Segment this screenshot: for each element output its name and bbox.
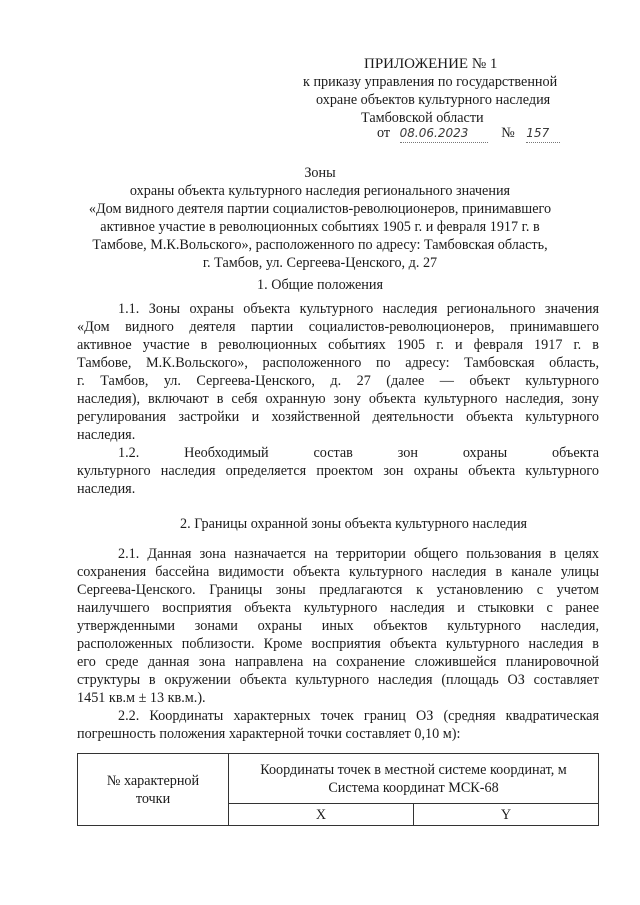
coordinates-header-line2: Система координат МСК-68 [328,779,499,796]
title-line3: «Дом видного деятеля партии социалистов-революционеров, принимавшего [88,201,552,217]
point-number-header-text: № характерной точки [106,772,200,807]
paragraph-line: культурного наследия определяется проектом зон охраны объекта культурного [77,463,599,479]
paragraph-line: наследия. [77,427,136,443]
appendix-title: ПРИЛОЖЕНИЕ № 1 [364,56,498,72]
paragraph-line: наилучшего восприятия объекта культурного наследия и стыковки с ранее [77,600,599,616]
paragraph-line: 1451 кв.м ± 13 кв.м.). [77,690,206,706]
coordinates-header [229,754,599,804]
coordinates-header-line1: Координаты точек в местной системе координат, м [260,761,567,778]
paragraph-line: его среде данная зона направлена на сохранение сложившейся планировочной [77,654,599,670]
paragraph-line: Сергеева-Ценского. Границы зоны предлагаются к установлению с учетом [77,582,599,598]
number-label: № [501,125,515,141]
paragraph-line: утвержденными зонами охраны иных объектов культурного наследия, [77,618,599,634]
paragraph-line: погрешность положения характерной точки составляет 0,10 м): [77,726,461,742]
title-line6: г. Тамбов, ул. Сергеева-Ценского, д. 27 [202,255,438,271]
paragraph-line: г. Тамбов, ул. Сергеева-Ценского, д. 27 (далее — объект культурного [77,373,599,389]
paragraph-line: структуры в окружении объекта культурного наследия (площадь ОЗ составляет [77,672,599,688]
appendix-subtitle-line1: к приказу управления по государственной [303,74,558,90]
point-number-header [78,754,229,826]
appendix-subtitle-line3: Тамбовской области [361,110,484,126]
paragraph-line: Тамбове, М.К.Вольского», расположенного по адресу: Тамбовская область, [77,355,599,371]
order-date-line [377,124,560,143]
paragraph-line: «Дом видного деятеля партии социалистов-революционеров, принимавшего [77,319,599,335]
paragraph-line: 1.2. Необходимый состав зон охраны объекта [118,445,599,461]
x-column-header: X [229,804,414,826]
paragraph-line: наследия. [77,481,136,497]
paragraph-line: 1.1. Зоны охраны объекта культурного наследия регионального значения [118,301,599,317]
handwritten-number: 157 [526,124,560,143]
paragraph-line: расположенных поблизости. Кроме восприятия объекта культурного наследия в [77,636,599,652]
paragraph-line: 2.2. Координаты характерных точек границ ОЗ (средняя квадратическая [118,708,599,724]
coordinates-table [77,753,599,826]
section2-heading: 2. Границы охранной зоны объекта культурного наследия [180,516,528,532]
handwritten-date: 08.06.2023 [400,124,488,143]
title-line5: Тамбове, М.К.Вольского», расположенного по адресу: Тамбовская область, [92,237,548,253]
paragraph-line: 2.1. Данная зона назначается на территории общего пользования в целях [118,546,599,562]
section1-heading: 1. Общие положения [257,277,383,293]
paragraph-line: сохранения бассейна видимости объекта культурного наследия в канале улицы [77,564,599,580]
from-label: от [377,125,391,141]
y-column-header: Y [414,804,599,826]
appendix-subtitle-line2: охране объектов культурного наследия [316,92,551,108]
title-line2: охраны объекта культурного наследия регионального значения [129,183,511,199]
paragraph-line: активное участие в революционных событиях 1905 г. и февраля 1917 г. в [77,337,599,353]
paragraph-line: наследия), включают в себя охранную зону объекта культурного наследия, зону [77,391,599,407]
title-line4: активное участие в революционных событиях 1905 г. и февраля 1917 г. в [100,219,540,235]
paragraph-line: регулирования застройки и хозяйственной деятельности объекта культурного [77,409,599,425]
title-line1: Зоны [304,165,336,181]
